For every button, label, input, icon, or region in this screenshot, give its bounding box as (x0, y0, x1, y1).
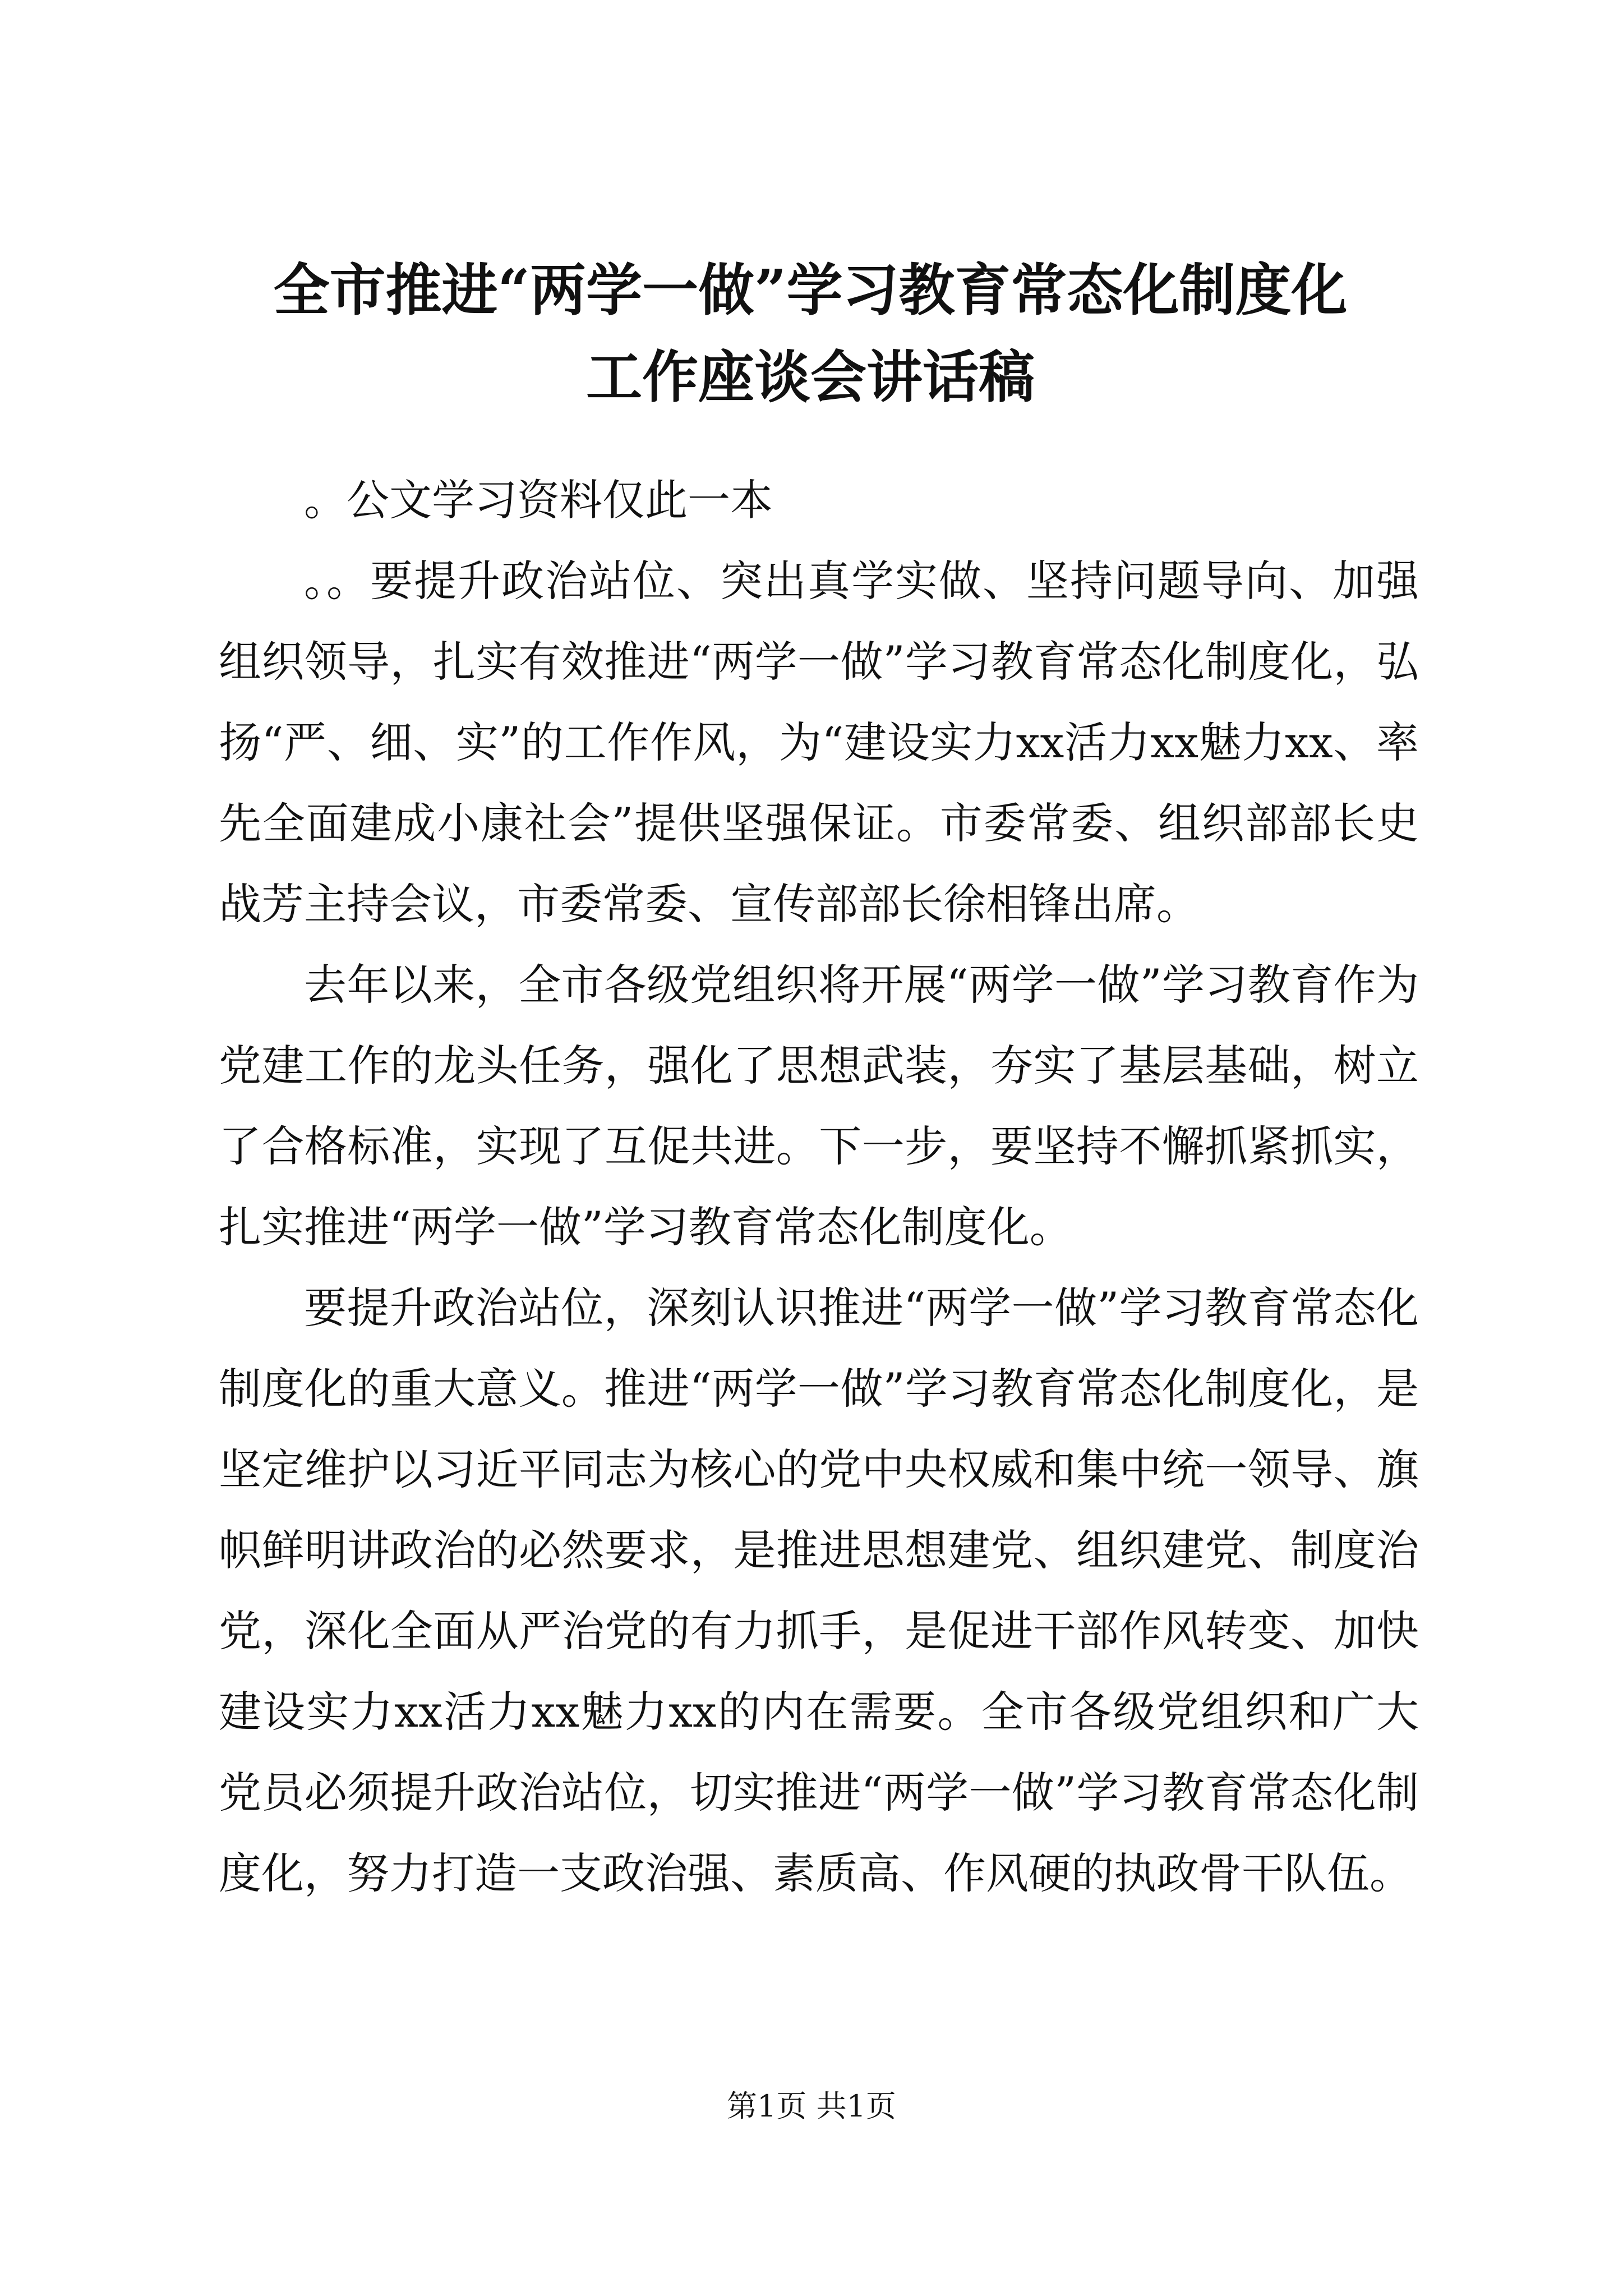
page-footer: 第1页 共1页 (727, 2088, 896, 2124)
title-line-2: 工作座谈会讲话稿 (586, 344, 1035, 410)
document-title (219, 247, 1402, 421)
paragraph-1: 。公文学习资料仅此一本 (304, 475, 773, 525)
title-line-1: 全市推进“两学一做”学习教育常态化制度化 (273, 257, 1348, 323)
paragraph-3: 去年以来，全市各级党组织将开展“两学一做”学习教育作为党建工作的龙头任务，强化了思想武装，夯实了基层基础，树立了合格标准，实现了互促共进。下一步，要坚持不懈抓紧抓实，扎实推进“两学一做”学习教育常态化制度化。 (219, 960, 1419, 1252)
document-body (219, 460, 1419, 1914)
paragraph-4: 要提升政治站位，深刻认识推进“两学一做”学习教育常态化制度化的重大意义。推进“两学一做”学习教育常态化制度化，是坚定维护以习近平同志为核心的党中央权威和集中统一领导、旗帜鲜明讲政治的必然要求，是推进思想建党、组织建党、制度治党，深化全面从严治党的有力抓手，是促进干部作风转变、加快建设实力xx活力xx魅力xx的内在需要。全市各级党组织和广大党员必须提升政治站位，切实推进“两学一做”学习教育常态化制度化，努力打造一支政治强、素质高、作风硬的执政骨干队伍。 (219, 1283, 1419, 1898)
paragraph-2: 。。要提升政治站位、突出真学实做、坚持问题导向、加强组织领导，扎实有效推进“两学一做”学习教育常态化制度化，弘扬“严、细、实”的工作作风，为“建设实力xx活力xx魅力xx、率先全面建成小康社会”提供坚强保证。市委常委、组织部部长史战芳主持会议，市委常委、宣传部部长徐相锋出席。 (219, 556, 1419, 929)
